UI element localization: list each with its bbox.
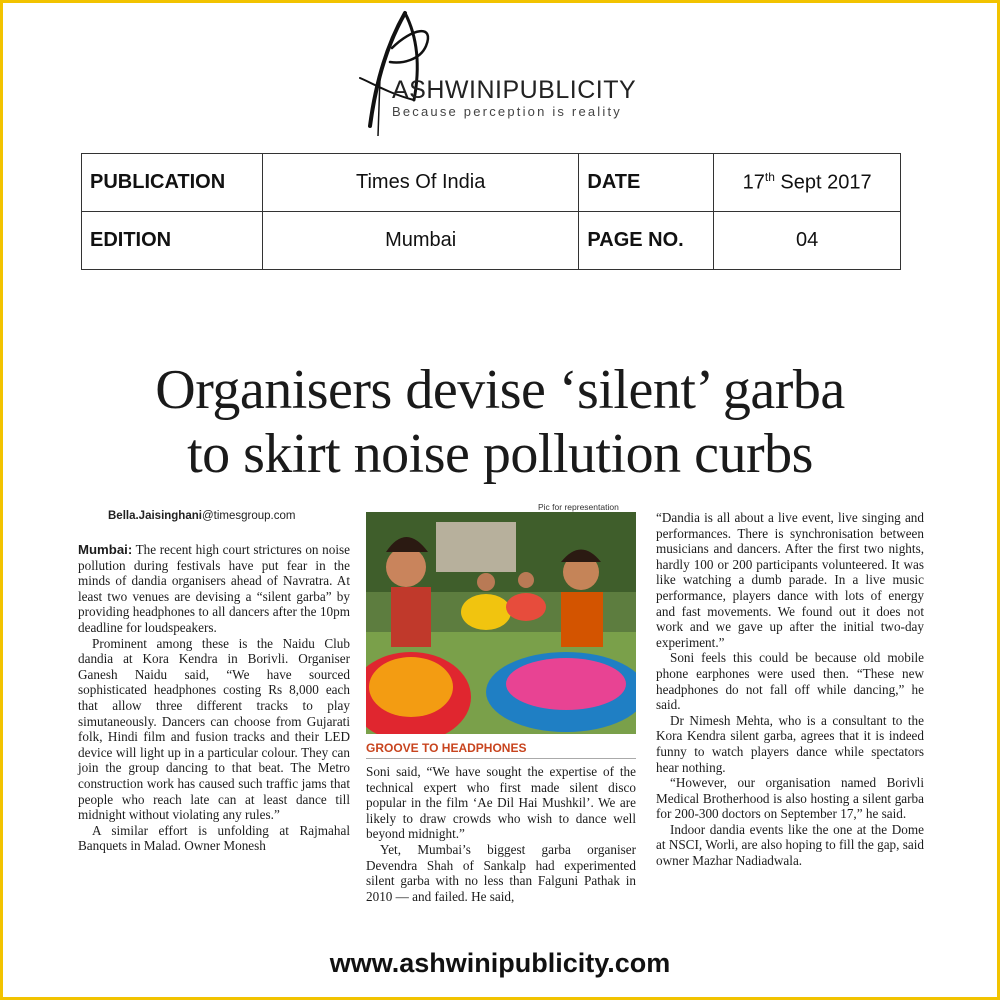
date-suffix: th (764, 170, 775, 185)
pic-note: Pic for representation (538, 502, 619, 512)
paragraph: Yet, Mumbai’s biggest garba organiser Devendra Shah of Sankalp had experimented silent garba with no less than Falguni Pathak in 2010 — and failed. He said, (366, 841, 636, 904)
table-row (82, 212, 901, 270)
article-column-1 (78, 542, 350, 854)
company-logo (330, 8, 670, 138)
photo-caption: GROOVE TO HEADPHONES (366, 741, 636, 759)
website-link[interactable]: www.ashwinipublicity.com (329, 948, 671, 978)
paragraph: “Dandia is all about a live event, live singing and performances. There is synchronisation between musicians and dancers. After the first two nights, hardly 100 or 200 participants volunteered. It was like watching a dumb parade. In a live music performance, players dance with lots of energy and fast movements. We found out it does not work and we gave up after the initial two-day experiment.” (656, 510, 924, 650)
paragraph: Soni said, “We have sought the expertise of the technical expert who first made silent disco popular in the film ‘Ae Dil Hai Mushkil’. We are likely to draw crowds who wish to dance well beyond midnight.” (366, 764, 636, 842)
article-column-3 (656, 510, 924, 869)
article-headline (60, 358, 940, 486)
table-row (82, 154, 901, 212)
date-label: DATE (579, 154, 714, 212)
paragraph-text: The recent high court strictures on noise pollution during festivals have put fear in the minds of dandia organisers ahead of Navratra. At least two venues are devising a “silent garba” by providing headphones to all dancers after the 10pm deadline for loudspeakers. (78, 542, 350, 635)
page-label: PAGE NO. (579, 212, 714, 270)
article-column-2 (366, 764, 636, 904)
byline-name: Bella.Jaisinghani (108, 510, 202, 522)
article-photo (366, 512, 636, 734)
headline-line-2: to skirt noise pollution curbs (187, 423, 813, 485)
dancers-photo-icon (366, 512, 636, 734)
publication-label: PUBLICATION (82, 154, 263, 212)
byline-domain: @timesgroup.com (201, 510, 296, 522)
logo-tagline: Because perception is reality (392, 104, 623, 119)
paragraph: Dr Nimesh Mehta, who is a consultant to the Kora Kendra silent garba, agrees that it is indeed funny to watch players dance while spectators hear nothing. (656, 712, 924, 775)
paragraph: A similar effort is unfolding at Rajmahal Banquets in Malad. Owner Monesh (78, 822, 350, 854)
edition-label: EDITION (82, 212, 263, 270)
date-rest: Sept 2017 (774, 171, 872, 194)
logo-name: ASHWINIPUBLICITY (392, 76, 637, 104)
edition-value: Mumbai (262, 212, 578, 270)
paragraph: Soni feels this could be because old mobile phone earphones were used then. “These new headphones do not fall off while dancing,” he said. (656, 650, 924, 713)
paragraph: “However, our organisation named Borivli Medical Brotherhood is also hosting a silent garba for 200-300 doctors on September 17,” he said. (656, 775, 924, 822)
dateline: Mumbai: (78, 542, 133, 557)
publication-value: Times Of India (262, 154, 578, 212)
headline-line-1: Organisers devise ‘silent’ garba (155, 359, 845, 421)
date-day: 17 (742, 171, 765, 194)
paragraph (78, 542, 350, 636)
date-value (714, 154, 901, 212)
publication-info-table (81, 153, 901, 270)
paragraph: Indoor dandia events like the one at the Dome at NSCI, Worli, are also hoping to fill the gap, said owner Mazhar Nadiadwala. (656, 821, 924, 869)
byline (108, 510, 295, 522)
page-value: 04 (714, 212, 901, 270)
paragraph: Prominent among these is the Naidu Club dandia at Kora Kendra in Borivli. Organiser Ganesh Naidu said, “We have sourced sophisticated headphones costing Rs 8,000 each that allow three different tracks to play simutaneously. Dancers can choose from Gujarati folk, Hindi film and fusion tracks and their LED device will light up in a particular colour. They can join the group dancing to that beat. The Metro construction work has caused such traffic jams that people who reach late can at least dance till midnight without violating any rules.” (78, 635, 350, 823)
